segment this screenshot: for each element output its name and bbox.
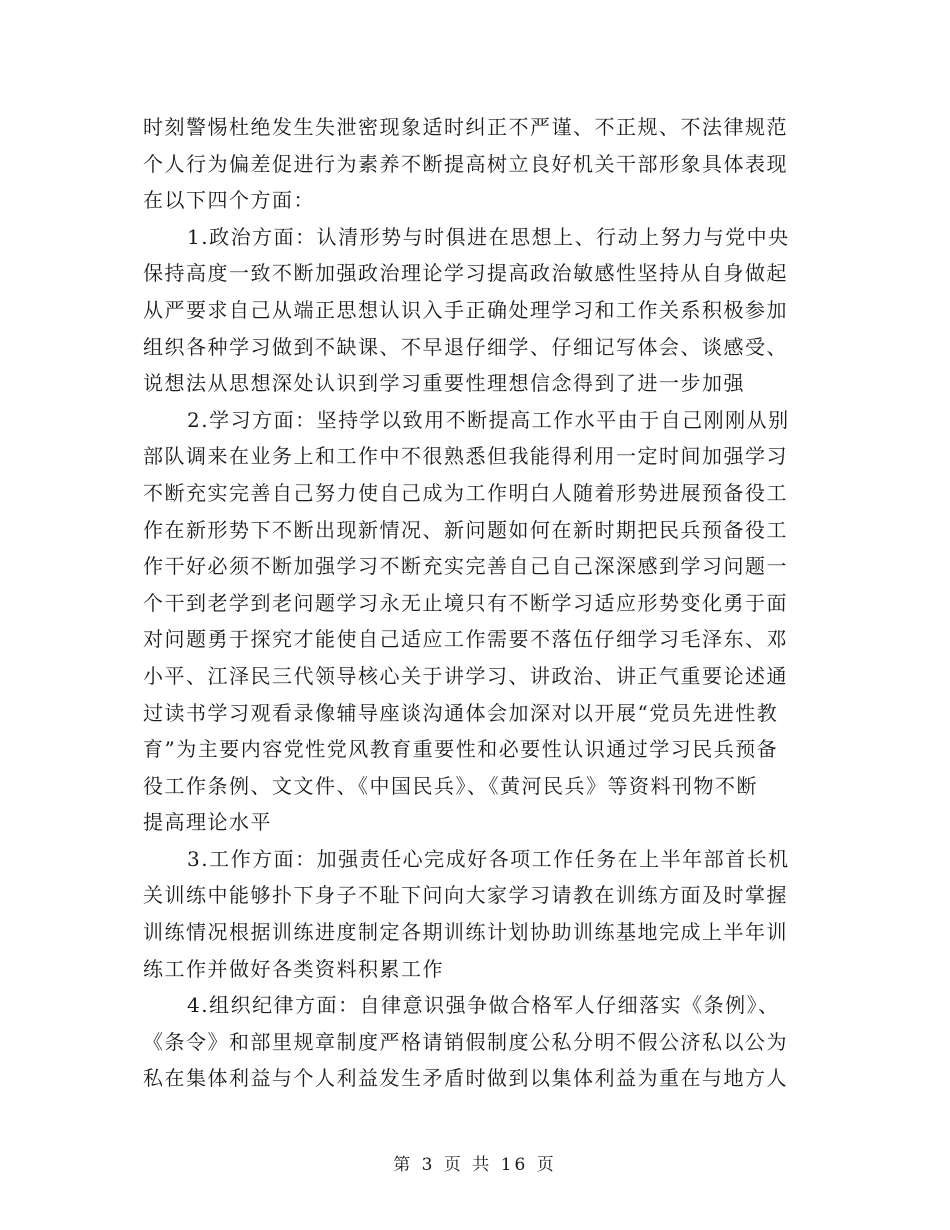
text-line: 私在集体利益与个人利益发生矛盾时做到以集体利益为重在与地方人 [143, 1066, 788, 1091]
text-line: 时刻警惕杜绝发生失泄密现象适时纠正不严谨、不正规、不法律规范 [143, 115, 788, 139]
text-line: 作在新形势下不断出现新情况、新问题如何在新时期把民兵预备役工 [143, 517, 788, 542]
paragraph-heading-politics: 1.政治方面：认清形势与时俱进在思想上、行动上努力与党中央 [187, 224, 790, 249]
text-line: 提高理论水平 [143, 810, 272, 835]
text-line: 过读书学习观看录像辅导座谈沟通体会加深对以开展“党员先进性教 [143, 700, 779, 725]
text-line: 《条令》和部里规章制度严格请销假制度公私分明不假公济私以公为 [143, 1029, 788, 1054]
text-line: 部队调来在业务上和工作中不很熟悉但我能得利用一定时间加强学习 [143, 444, 788, 469]
text-line: 小平、江泽民三代领导核心关于讲学习、讲政治、讲正气重要论述通 [143, 663, 788, 688]
text-line: 关训练中能够扑下身子不耻下问向大家学习请教在训练方面及时掌握 [143, 883, 788, 908]
text-line: 从严要求自己从端正思想认识入手正确处理学习和工作关系积极参加 [143, 297, 788, 322]
paragraph-heading-study: 2.学习方面：坚持学以致用不断提高工作水平由于自己刚刚从别 [187, 407, 790, 432]
text-line: 不断充实完善自己努力使自己成为工作明白人随着形势进展预备役工 [143, 480, 788, 505]
text-line: 作干好必须不断加强学习不断充实完善自己自己深深感到学习问题一 [143, 554, 788, 579]
text-line: 个干到老学到老问题学习永无止境只有不断学习适应形势变化勇于面 [143, 590, 788, 615]
text-line: 练工作并做好各类资料积累工作 [143, 956, 444, 981]
document-body [143, 109, 803, 1097]
text-line: 保持高度一致不断加强政治理论学习提高政治敏感性坚持从自身做起 [143, 261, 788, 286]
text-line: 个人行为偏差促进行为素养不断提高树立良好机关干部形象具体表现 [143, 151, 788, 176]
page-number-footer: 第 3 页 共 16 页 [393, 1155, 557, 1175]
paragraph-heading-work: 3.工作方面：加强责任心完成好各项工作任务在上半年部首长机 [187, 846, 790, 871]
text-line: 育”为主要内容党性党风教育重要性和必要性认识通过学习民兵预备 [143, 737, 779, 762]
text-line: 说想法从思想深处认识到学习重要性理想信念得到了进一步加强 [143, 371, 745, 396]
text-line: 役工作条例、文文件、《中国民兵》、《黄河民兵》等资料刊物不断 [143, 773, 758, 798]
body-text [143, 109, 803, 1097]
text-line: 训练情况根据训练进度制定各期训练计划协助训练基地完成上半年训 [143, 920, 788, 945]
text-line: 对问题勇于探究才能使自己适应工作需要不落伍仔细学习毛泽东、邓 [143, 627, 788, 652]
text-line: 在以下四个方面： [143, 188, 315, 213]
paragraph-heading-discipline: 4.组织纪律方面：自律意识强争做合格军人仔细落实《条例》、 [187, 993, 780, 1018]
text-line: 组织各种学习做到不缺课、不早退仔细学、仔细记写体会、谈感受、 [143, 334, 788, 359]
